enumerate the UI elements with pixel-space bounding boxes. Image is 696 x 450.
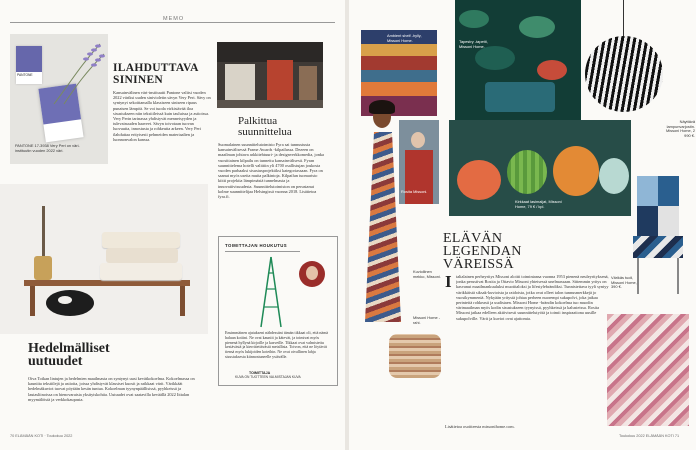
bowls-photo [449, 120, 631, 216]
pantone-swatch-card: PANTONE [16, 46, 42, 84]
feature-last-line: Lisätietoa osoitteesta missonihome.com. [445, 424, 515, 429]
pantone-title: ILAHDUTTAVA SININEN [113, 62, 199, 86]
right-folio: Toukokuu 2022 ELÄMÄÄN KOTI 71 [619, 434, 680, 438]
bowls-caption: Kirkkaat lasimaljat, Missoni Home, 79 € / kpl. [515, 199, 562, 209]
hedelmalliset-title: Hedelmälliset uutuudet [28, 341, 110, 369]
textile-photo [607, 314, 689, 426]
left-page [0, 0, 345, 450]
portrait-caption: Rosita Missoni. [401, 189, 428, 194]
pouf-photo [389, 334, 441, 378]
model-photo [355, 96, 411, 332]
chair-caption: Värikäs tuoli, Missoni Home, 390 €. [611, 275, 637, 290]
pantone-body: Kansainvälinen väri-instituutti Pantone valitsi vuoden 2022 väriksi uuden sinivioletin sävyn Very Peri. Sävy on syntynyt sekoittamalla klassiseen siniseen ripaus punaisen lämpöä. Se voi tuoda virkistävää iloa sisustukseen niin tekstiileissä kuin tauluissa ja astioissa. Very Perin tarinassa yhdistyvät menneisyyden ja tulevaisuuden haaveet. Sävyn toivotaan tuovan luovuutta, innostusta ja rohkeutta arkeen. Very Peri ilahduttaa erityisesti pehmeiden materiaalien ja luonnonvalon kanssa. [113, 90, 211, 142]
feature-dropcap: I [445, 272, 452, 291]
pantone-caption: PANTONE 17-3938 Very Peri on väri-instituutin vuoden 2022 väri. [15, 143, 80, 153]
pantone-photo [10, 34, 108, 164]
editor-pick-heading: TOIMITTAJAN HOUKUTUS [225, 243, 288, 248]
lavender-illustration [50, 38, 106, 108]
left-folio: 70 ELÄMÄÄN KOTI · Toukokuu 2022 [10, 434, 73, 438]
section-label: MEMO [160, 16, 187, 22]
wallpaper-photo [455, 0, 581, 120]
wallpaper-caption: Tapestry -tapetti, Missoni Home. [459, 39, 488, 49]
model-caption: Kuviollinen mekko, Missoni. [413, 269, 441, 279]
feature-title: ELÄVÄN LEGENDAN VÄREISSÄ [443, 231, 522, 272]
editor-avatar [299, 261, 325, 287]
feature-body: talialainen perheyritys Missoni aloitti toimintansa vuonna 1953 pienenä neuleyrityksenä, jonka perustivat Rosita ja Ottavio Missoni yhteisessä unelmassaan. Sittemmin yritys on kasvanut maailmankuuluksi muotitaloksi ja lifestylebrändiksi. Tunnistettava tyyli syntyy värikkäistä siksak-kuvioista ja raidoista, jotka ovat olleet talon tunnusmerkkejä jo vuosikymmeniä. Nykyään yritystä johtaa perheen nuorempi sukupolvi, joka jatkaa perinteitä rohkeasti ja uudistaen. Missoni Home -brändin kokoelma tuo muodin värimaailman myös kodin sisustukseen tyynyissä, pyyhkeissä ja kalusteissa. Rosita Missoni jatkaa edelleen aktiivisesti suunnittelutyötä ja toimii inspiraationa uusille sukupolville. Värit ja kuviot ovat ajattomia. [456, 274, 609, 321]
editor-pick-body: Ensimmäinen ajatukseni nähdessäni tämän tikkaat oli, että nämä haluan kotiini. Ne ovat kauniit ja kätevät, ja toimivat myös pienenä hyllynä kirjoille ja kasveille. Tikkaat ovat valmistettu kestävästä ja kierrätettävästä metallista. Toivon, että ne löytävät tiensä myös lukijoiden koteihin. Ne ovat oivallinen lahja sisustuksesta kiinnostuneelle ystävälle. [225, 331, 329, 359]
lamp-caption: Näyttävä lampunvarjostin. Missoni Home, 2 990 €. [666, 119, 695, 138]
editor-pick-box [218, 236, 338, 386]
palkittua-body: Suomalainen suunnittelutoimisto Fyra sai tunnustusta kansainvälisessä Frame Awards -kilpailussa. Dezeen on maailman johtava arkkitehtuuri- ja designverkkomedia, jonka vuosittainen kilpailu on tunnettu kansainvälisesti. Fyran suunnittelema hotelli valittiin yli 4700 osallistujan joukosta vuoden parhaaksi sisustusprojektiksi kategoriassaan. Fyra on saanut myös useita muita palkintoja. Kilpailun tuomaristo kiitti projektia lämpimästä tunnelmasta ja innovatiivisuudesta. Suunnittelutoimiston on perustanut kolme suunnittelijaa Helsingissä vuonna 2018. Lisätietoa fyra.fi. [218, 142, 324, 200]
shelf-caption: Ambient shelf -hylly, Missoni Home. [387, 33, 422, 43]
ladder-illustration [255, 255, 287, 329]
editor-caption: KUVA ON TUOTTEEN VALMISTAJAN KUVA [235, 375, 301, 379]
palkittua-title: Palkittua suunnittelua [238, 115, 292, 138]
hedelmalliset-body: Oiva Toikan lintujen ja hedelmien maailmasta on syntynyt uusi kevätkokoelma. Kokoelmassa on kauniita tekstiilejä ja astioita, joissa yhdistyvät klassiset kuosit ja raikkaat värit. Värikkäät hedelmäkuviot tuovat pöytään kesän tuntua. Kokoelman tyynynpäällisissä, pyyhkeissä ja lautasliinoissa on hienovaraisia yksityiskohtia. Uutuudet ovat saatavilla keväällä 2022 Iittalan myymälöistä ja verkkokaupasta. [28, 376, 195, 402]
pouf-caption: Missoni Home -rahi. [413, 315, 441, 325]
editor-credit: TOIMITTAJA [249, 371, 271, 375]
right-page [349, 0, 696, 450]
header-rule-left [10, 22, 335, 23]
lamp-photo [585, 36, 663, 112]
bedding-photo [0, 184, 208, 334]
hotel-photo [217, 42, 323, 108]
